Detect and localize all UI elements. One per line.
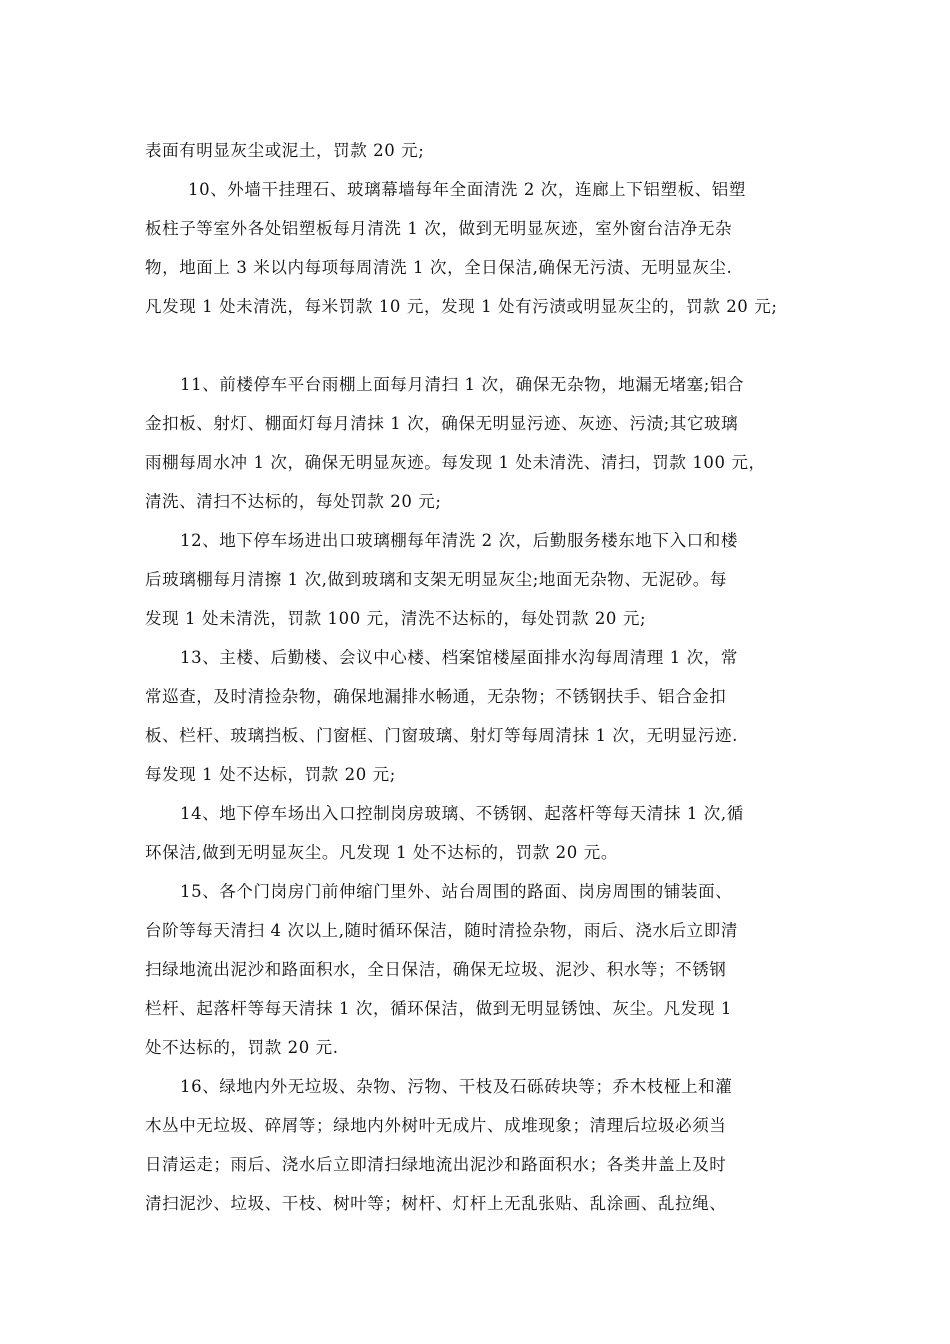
text-line: 板柱子等室外各处铝塑板每月清洗 1 次，做到无明显灰迹，室外窗台洁净无杂 [145, 219, 733, 238]
text-line: 表面有明显灰尘或泥土，罚款 20 元; [145, 141, 425, 160]
paragraph-12-start: 12、地下停车场进出口玻璃棚每年清洗 2 次，后勤服务楼东地下入口和楼 [180, 531, 738, 550]
text-line: 发现 1 处未清洗，罚款 100 元，清洗不达标的，每处罚款 20 元; [145, 609, 647, 628]
text-line: 后玻璃棚每月清擦 1 次,做到玻璃和支架无明显灰尘;地面无杂物、无泥砂。每 [145, 570, 727, 589]
text-line: 处不达标的，罚款 20 元. [145, 1038, 339, 1057]
text-line: 凡发现 1 处未清洗，每米罚款 10 元，发现 1 处有污渍或明显灰尘的，罚款 20 元; [145, 297, 778, 316]
paragraph-14-start: 14、地下停车场出入口控制岗房玻璃、不锈钢、起落杆等每天清抹 1 次,循 [180, 804, 744, 823]
text-line: 栏杆、起落杆等每天清抹 1 次，循环保洁，做到无明显锈蚀、灰尘。凡发现 1 [145, 999, 732, 1018]
text-line: 台阶等每天清扫 4 次以上,随时循环保洁，随时清捡杂物，雨后、浇水后立即清 [145, 921, 738, 940]
text-line: 板、栏杆、玻璃挡板、门窗框、门窗玻璃、射灯等每周清抹 1 次，无明显污迹. [145, 726, 738, 745]
text-line: 常巡查，及时清捡杂物，确保地漏排水畅通，无杂物；不锈钢扶手、铝合金扣 [145, 687, 727, 706]
text-line: 雨棚每周水冲 1 次，确保无明显灰迹。每发现 1 处未清洗、清扫，罚款 100 元， [145, 453, 766, 472]
paragraph-10-start: 10、外墙干挂理石、玻璃幕墙每年全面清洗 2 次，连廊上下铝塑板、铝塑 [188, 180, 746, 199]
text-line: 扫绿地流出泥沙和路面积水，全日保洁，确保无垃圾、泥沙、积水等；不锈钢 [145, 960, 727, 979]
text-line: 每发现 1 处不达标，罚款 20 元; [145, 765, 396, 784]
text-line: 环保洁,做到无明显灰尘。凡发现 1 处不达标的，罚款 20 元。 [145, 843, 618, 862]
paragraph-11-start: 11、前楼停车平台雨棚上面每月清扫 1 次，确保无杂物，地漏无堵塞;铝合 [180, 375, 745, 394]
text-line: 清洗、清扫不达标的，每处罚款 20 元; [145, 492, 442, 511]
paragraph-16-start: 16、绿地内外无垃圾、杂物、污物、干枝及石砾砖块等；乔木枝桠上和灌 [180, 1077, 733, 1096]
text-line: 清扫泥沙、垃圾、干枝、树叶等；树杆、灯杆上无乱张贴、乱涂画、乱拉绳、 [145, 1194, 727, 1213]
paragraph-15-start: 15、各个门岗房门前伸缩门里外、站台周围的路面、岗房周围的铺装面、 [180, 882, 733, 901]
text-line: 木丛中无垃圾、碎屑等；绿地内外树叶无成片、成堆现象；清理后垃圾必须当 [145, 1116, 727, 1135]
text-line: 金扣板、射灯、棚面灯每月清抹 1 次，确保无明显污迹、灰迹、污渍;其它玻璃 [145, 414, 739, 433]
paragraph-13-start: 13、主楼、后勤楼、会议中心楼、档案馆楼屋面排水沟每周清理 1 次，常 [180, 648, 738, 667]
text-line: 日清运走；雨后、浇水后立即清扫绿地流出泥沙和路面积水；各类井盖上及时 [145, 1155, 727, 1174]
text-line: 物，地面上 3 米以内每项每周清洗 1 次，全日保洁,确保无污渍、无明显灰尘. [145, 258, 733, 277]
